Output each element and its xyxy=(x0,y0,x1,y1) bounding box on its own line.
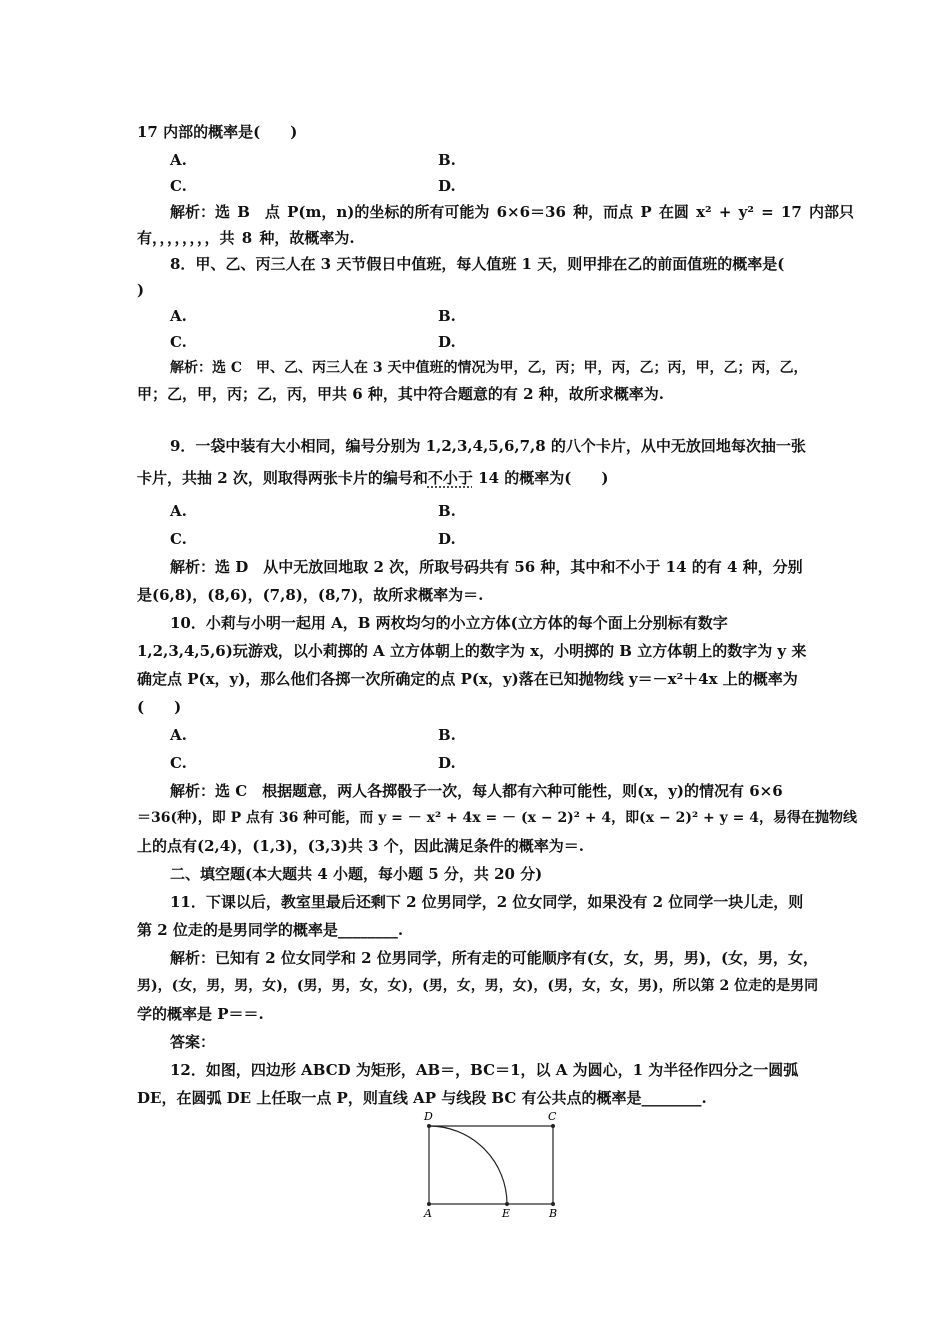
q12-figure xyxy=(415,1108,575,1218)
q10-option-b: B. xyxy=(438,726,456,744)
point-d xyxy=(427,1124,431,1128)
q7-option-d: D. xyxy=(438,177,456,195)
q8-analysis-line1: 解析：选 C 甲、乙、丙三人在 3 天中值班的情况为甲，乙，丙；甲，丙，乙；丙，甲，乙；丙，乙， xyxy=(170,360,808,376)
q11-analysis-line3: 学的概率是 P＝＝. xyxy=(137,1005,264,1023)
rectangle-abcd xyxy=(429,1126,553,1204)
q9-option-d: D. xyxy=(438,530,456,548)
q12-stem-line1: 12．如图，四边形 ABCD 为矩形，AB＝，BC＝1，以 A 为圆心，1 为半径作四分之一圆弧 xyxy=(170,1061,799,1079)
q9-option-a: A. xyxy=(170,502,187,520)
q11-answer-label: 答案： xyxy=(170,1033,216,1051)
q8-option-c: C. xyxy=(170,333,187,351)
q9-option-c: C. xyxy=(170,530,187,548)
q10-stem-line4: ( ) xyxy=(137,698,182,716)
q10-analysis-line2: ＝36(种)，即 P 点有 36 种可能，而 y = － x² + 4x = － (x − 2)² + 4，即(x − 2)² + y = 4，易得在抛物线 xyxy=(137,810,857,826)
label-b: B xyxy=(549,1207,558,1218)
q10-stem-line3: 确定点 P(x，y)，那么他们各掷一次所确定的点 P(x，y)落在已知抛物线 y＝－x²＋4x 上的概率为 xyxy=(137,670,798,688)
arc-de xyxy=(429,1126,507,1204)
q7-option-c: C. xyxy=(170,177,187,195)
q9-analysis-line2: 是(6,8)，(8,6)，(7,8)，(8,7)，故所求概率为＝. xyxy=(137,586,484,604)
q11-analysis-line1: 解析：已知有 2 位女同学和 2 位男同学，所有走的可能顺序有(女，女，男，男)，(女，男，女， xyxy=(170,949,819,967)
q9-stem-line1: 9．一袋中装有大小相同，编号分别为 1,2,3,4,5,6,7,8 的八个卡片，从中无放回地每次抽一张 xyxy=(170,437,806,455)
q10-stem-line2: 1,2,3,4,5,6)玩游戏，以小莉掷的 A 立方体朝上的数字为 x，小明掷的 B 立方体朝上的数字为 y 来 xyxy=(137,642,807,660)
q10-option-d: D. xyxy=(438,754,456,772)
q8-analysis-line2: 甲；乙，甲，丙；乙，丙，甲共 6 种，其中符合题意的有 2 种，故所求概率为. xyxy=(137,385,664,403)
label-e: E xyxy=(502,1207,511,1218)
q7-analysis-line1: 解析：选 B 点 P(m，n)的坐标的所有可能为 6×6＝36 种，而点 P 在圆 x² + y² = 17 内部只 xyxy=(170,203,855,221)
q7-stem: 17 内部的概率是( ) xyxy=(137,123,298,141)
label-d: D xyxy=(424,1110,433,1123)
section-heading: 二、填空题(本大题共 4 小题，每小题 5 分，共 20 分) xyxy=(170,865,543,883)
label-a: A xyxy=(424,1207,432,1218)
q10-stem-line1: 10．小莉与小明一起用 A，B 两枚均匀的小立方体(立方体的每个面上分别标有数字 xyxy=(170,614,728,632)
q7-analysis-line2: 有，，，，，，，，共 8 种，故概率为. xyxy=(137,229,355,247)
q8-stem-line1: 8．甲、乙、丙三人在 3 天节假日中值班，每人值班 1 天，则甲排在乙的前面值班的概率是( xyxy=(170,255,785,273)
q9-option-b: B. xyxy=(438,502,456,520)
q8-option-d: D. xyxy=(438,333,456,351)
q8-option-b: B. xyxy=(438,307,456,325)
q10-analysis-line1: 解析：选 C 根据题意，两人各掷骰子一次，每人都有六种可能性，则(x，y)的情况有 6×6 xyxy=(170,782,783,800)
q10-analysis-line3: 上的点有(2,4)，(1,3)，(3,3)共 3 个，因此满足条件的概率为＝. xyxy=(137,837,584,855)
label-c: C xyxy=(548,1110,557,1123)
q9-stem-emphasis: 不小于 xyxy=(427,469,473,487)
q9-stem-part-a: 卡片，共抽 2 次，则取得两张卡片的编号和 xyxy=(137,469,428,487)
q7-option-b: B. xyxy=(438,151,456,169)
q11-analysis-line2: 男)，(女，男，男，女)，(男，男，女，女)，(男，女，男，女)，(男，女，女，男)，所以第 2 位走的是男同 xyxy=(137,978,819,994)
q8-option-a: A. xyxy=(170,307,187,325)
q8-stem-line2: ) xyxy=(137,281,145,299)
q9-stem-part-c: 14 的概率为( ) xyxy=(472,469,609,487)
q11-stem-line1: 11．下课以后，教室里最后还剩下 2 位男同学，2 位女同学，如果没有 2 位同学一块儿走，则 xyxy=(170,893,804,911)
q11-stem-line2: 第 2 位走的是男同学的概率是________. xyxy=(137,921,404,939)
q9-analysis-line1: 解析：选 D 从中无放回地取 2 次，所取号码共有 56 种，其中和不小于 14 的有 4 种，分别 xyxy=(170,558,803,576)
q10-option-a: A. xyxy=(170,726,187,744)
q12-stem-line2: DE，在圆弧 DE 上任取一点 P，则直线 AP 与线段 BC 有公共点的概率是________. xyxy=(137,1089,707,1107)
q7-option-a: A. xyxy=(170,151,187,169)
point-e xyxy=(505,1202,509,1206)
point-a xyxy=(427,1202,431,1206)
q9-stem-line2 xyxy=(137,468,817,488)
point-b xyxy=(551,1202,555,1206)
q10-option-c: C. xyxy=(170,754,187,772)
point-c xyxy=(551,1124,555,1128)
